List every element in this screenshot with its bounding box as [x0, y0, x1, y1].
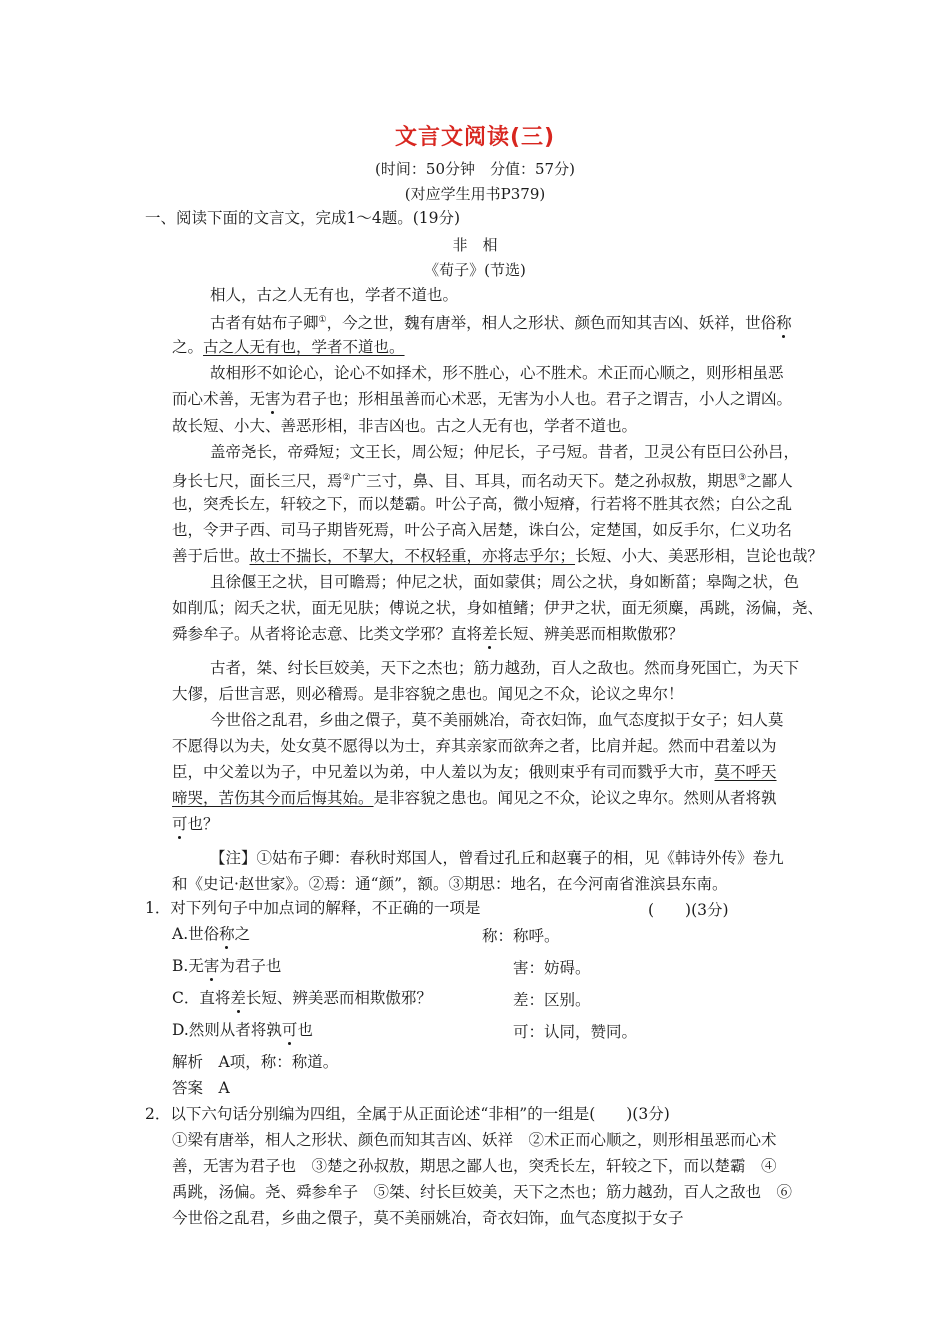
option-a-gloss: 称：称呼。 [482, 927, 560, 945]
question-2-stem: 2．以下六句话分别编为四组，全属于从正面论述“非相”的一组是( )(3分) [145, 1105, 670, 1123]
option-c: C．直将差长短、辨美恶而相欺傲邪？ [172, 989, 432, 1007]
passage-line: 身长七尺，面长三尺，焉②广三寸，鼻、目、耳具，而名动天下。楚之孙叔敖，期思③之鄙人 [172, 472, 793, 491]
question-2-line: ①梁有唐举，相人之形状、颜色而知其吉凶、妖祥 ②术正而心顺之，则形相虽恶而心术 [172, 1131, 777, 1149]
section-heading: 一、阅读下面的文言文，完成1～4题。(19分) [145, 209, 461, 227]
underlined-sentence: 莫不呼天 [714, 763, 777, 781]
dotted-word: 害 [203, 957, 220, 975]
question-1-stem: 1．对下列句子中加点词的解释，不正确的一项是 [145, 899, 481, 917]
book-reference: (对应学生用书P379) [404, 185, 546, 203]
passage-line: 臣，中父羞以为子，中兄羞以为弟，中人羞以为友；俄则束乎有司而戮乎大市，莫不呼天 [172, 763, 777, 781]
question-1-answer: 答案 A [172, 1079, 230, 1097]
document-title: 文言文阅读(三) [394, 125, 556, 150]
notes-line: 和《史记·赵世家》。②焉：通“颜”，额。③期思：地名，在今河南省淮滨县东南。 [172, 875, 728, 893]
option-c-gloss: 差：区别。 [513, 991, 591, 1009]
dotted-word: 称 [219, 925, 235, 943]
underlined-sentence: 故士不揣长，不挈大，不权轻重，亦将志乎尔； [249, 547, 576, 565]
question-2-line: 善，无害为君子也 ③楚之孙叔敖，期思之鄙人也，突秃长左，轩较之下，而以楚霸 ④ [172, 1157, 777, 1175]
question-1-analysis: 解析 A项，称：称道。 [172, 1053, 339, 1071]
passage-line: 而心术善，无害为君子也；形相虽善而心术恶，无害为小人也。君子之谓吉，小人之谓凶。 [172, 390, 793, 408]
text-title: 非 相 [452, 236, 498, 254]
option-b-gloss: 害：妨碍。 [513, 959, 591, 977]
passage-line: 如削瓜；闳夭之状，面无见肤；傅说之状，身如植鳍；伊尹之状，面无须麋，禹跳，汤偏，尧、 [172, 599, 824, 617]
option-d: D.然则从者将孰可也 [172, 1021, 313, 1039]
passage-line: 古者，桀、纣长巨姣美，天下之杰也；筋力越劲，百人之敌也。然而身死国亡，为天下 [210, 659, 800, 677]
option-d-gloss: 可：认同，赞同。 [513, 1023, 638, 1041]
passage-line: 相人，古之人无有也，学者不道也。 [210, 286, 459, 304]
option-a: A.世俗称之 [172, 925, 251, 943]
question-2-line: 今世俗之乱君，乡曲之儇子，莫不美丽姚冶，奇衣妇饰，血气态度拟于女子 [172, 1209, 684, 1227]
dotted-word: 害 [265, 390, 281, 408]
passage-line: 也，突秃长左，轩较之下，而以楚霸。叶公子高，微小短瘠，行若将不胜其衣然；白公之乱 [172, 495, 793, 513]
passage-line: 盖帝尧长，帝舜短；文王长，周公短；仲尼长，子弓短。昔者，卫灵公有臣曰公孙吕， [210, 443, 800, 461]
passage-line: 不愿得以为夫，处女莫不愿得以为士，弃其亲家而欲奔之者，比肩并起。然而中君羞以为 [172, 737, 777, 755]
passage-line: 古者有姑布子卿①，今之世，魏有唐举，相人之形状、颜色而知其吉凶、妖祥，世俗称 [210, 314, 792, 333]
passage-line: 且徐偃王之状，目可瞻焉；仲尼之状，面如蒙倛；周公之状，身如断菑；皋陶之状，色 [210, 573, 800, 591]
option-b: B.无害为君子也 [172, 957, 282, 975]
question-2-line: 禹跳，汤偏。尧、舜参牟子 ⑤桀、纣长巨姣美，天下之杰也；筋力越劲，百人之敌也 ⑥ [172, 1183, 793, 1201]
passage-line: 今世俗之乱君，乡曲之儇子，莫不美丽姚冶，奇衣妇饰，血气态度拟于女子；妇人莫 [210, 711, 784, 729]
dotted-word: 称 [776, 314, 792, 333]
dotted-word: 可 [172, 815, 188, 833]
passage-line: 大僇，后世言恶，则必稽焉。是非容貌之患也。闻见之不众，论议之卑尔！ [172, 685, 684, 703]
dotted-word: 差 [230, 989, 246, 1007]
dotted-word: 可 [281, 1021, 298, 1039]
underlined-sentence: 啼哭，苦伤其今而后悔其始。 [172, 789, 374, 807]
passage-line: 可也？ [172, 815, 219, 833]
passage-line: 也，令尹子西、司马子期皆死焉，叶公子高入居楚，诛白公，定楚国，如反手尔，仁义功名 [172, 521, 793, 539]
underlined-sentence: 古之人无有也，学者不道也。 [203, 338, 405, 356]
notes-line: 【注】①姑布子卿：春秋时郑国人，曾看过孔丘和赵襄子的相，见《韩诗外传》卷九 [210, 849, 784, 867]
dotted-word: 差 [482, 625, 498, 643]
passage-line: 舜参牟子。从者将论志意、比类文学邪？直将差长短、辨美恶而相欺傲邪？ [172, 625, 684, 643]
passage-line: 善于后世。故士不揣长，不挈大，不权轻重，亦将志乎尔；长短、小大、美恶形相，岂论也哉？ [172, 547, 824, 565]
passage-line: 故长短、小大、善恶形相，非吉凶也。古之人无有也，学者不道也。 [172, 417, 638, 435]
answer-blank: ( )(3分) [648, 901, 729, 919]
passage-line: 故相形不如论心，论心不如择术，形不胜心，心不胜术。术正而心顺之，则形相虽恶 [210, 364, 784, 382]
passage-line: 之。古之人无有也，学者不道也。 [172, 338, 405, 356]
text-source: 《荀子》(节选) [424, 261, 526, 279]
time-score-line: (时间：50分钟 分值：57分) [375, 160, 575, 178]
passage-line: 啼哭，苦伤其今而后悔其始。是非容貌之患也。闻见之不众，论议之卑尔。然则从者将孰 [172, 789, 777, 807]
